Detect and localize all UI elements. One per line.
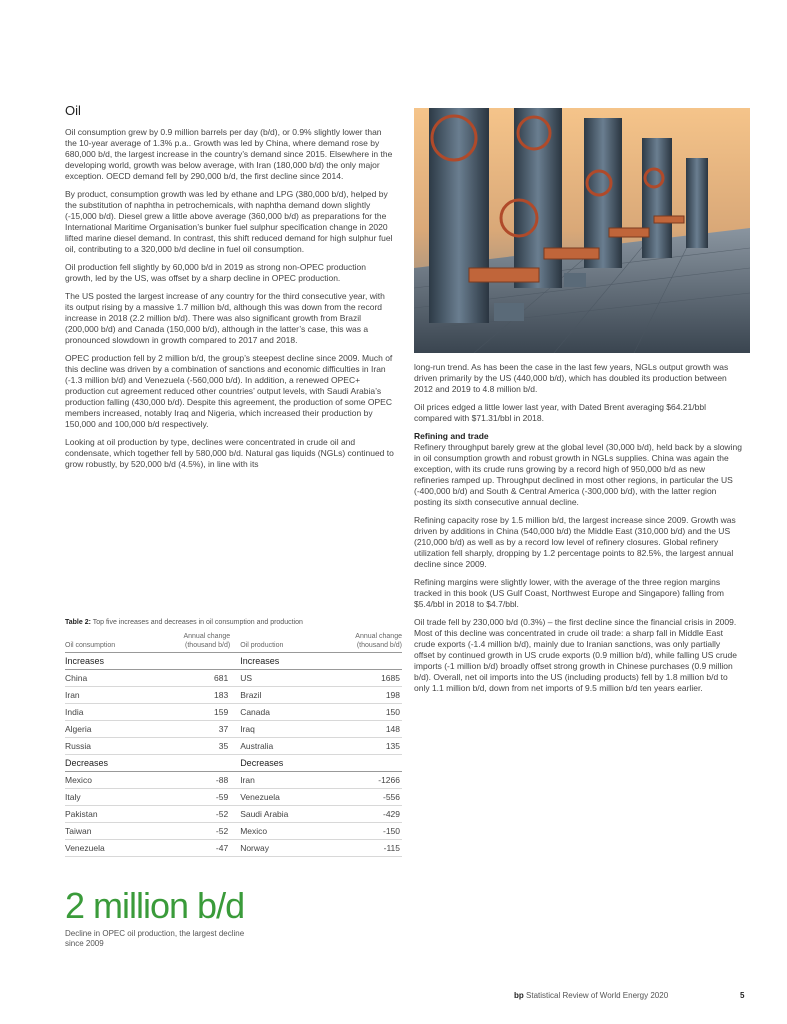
production-country: Venezuela bbox=[240, 789, 322, 806]
oil-change-table bbox=[65, 619, 402, 857]
section-heading: Oil bbox=[65, 103, 81, 118]
consumption-change: 183 bbox=[151, 687, 231, 704]
production-change: 198 bbox=[322, 687, 402, 704]
key-stat-value: 2 million b/d bbox=[65, 885, 245, 926]
header-consumption-change: Annual change (thousand b/d) bbox=[151, 632, 231, 653]
production-change: -1266 bbox=[322, 772, 402, 789]
consumption-change: -47 bbox=[151, 840, 231, 857]
section-label: Increases bbox=[240, 653, 322, 670]
table-row bbox=[65, 823, 402, 840]
table-section-row bbox=[65, 653, 402, 670]
consumption-change: 681 bbox=[151, 670, 231, 687]
table-row bbox=[65, 806, 402, 823]
consumption-country: Venezuela bbox=[65, 840, 151, 857]
production-country: Mexico bbox=[240, 823, 322, 840]
paragraph: Oil prices edged a little lower last year, with Dated Brent averaging $64.21/bbl compared with $71.31/bbl in 2018. bbox=[414, 402, 706, 423]
paragraph: The US posted the largest increase of any country for the third consecutive year, with its output rising by a massive 1.7 million b/d, although this was down from the record increase in 2018 (2.2 million b/d). There was also significant growth from Brazil (200,000 b/d) and Canada (150,000 b/d), although in the latter’s case, this was a pronounced slowdown in growth compared to 2017 and 2018. bbox=[65, 291, 385, 345]
table-title bbox=[65, 619, 402, 626]
consumption-change: -59 bbox=[151, 789, 231, 806]
section-label: Decreases bbox=[65, 755, 151, 772]
table-row bbox=[65, 840, 402, 857]
production-change: 148 bbox=[322, 721, 402, 738]
production-change: 135 bbox=[322, 738, 402, 755]
consumption-country: Taiwan bbox=[65, 823, 151, 840]
consumption-country: Russia bbox=[65, 738, 151, 755]
paragraph: By product, consumption growth was led by ethane and LPG (380,000 b/d), helped by the substitution of naphtha in petrochemicals, with naphtha demand down slightly (-15,000 b/d). Diesel grew a little above average (360,000 b/d) as preparations for the International Maritime Organisation’s bunker fuel sulphur specification change in 2020 lifted marine diesel demand. In contrast, this shift reduced demand for high sulphur fuel oil, contributing to a 320,000 b/d decline in fuel oil consumption. bbox=[65, 189, 393, 254]
page-number: 5 bbox=[740, 991, 745, 1000]
production-change: -556 bbox=[322, 789, 402, 806]
paragraph: OPEC production fell by 2 million b/d, the group’s steepest decline since 2009. Much of this decline was driven by a combination of sanctions and economic difficulties in Iran (-1.3 million b/d) and Venezuela (-560,000 b/d). In addition, a renewed OPEC+ production cut agreement reduced other countries’ output levels, with Saudi Arabia’s production falling (430,000 b/d). Despite this agreement, the production of some OPEC members increased, notably Iraq and Nigeria, which increased their production by 150,000 and 100,000 b/d respectively. bbox=[65, 353, 393, 429]
page-footer bbox=[514, 991, 668, 1000]
header-oil-consumption: Oil consumption bbox=[65, 632, 151, 653]
right-column-text bbox=[414, 362, 742, 701]
paragraph: Oil consumption grew by 0.9 million barrels per day (b/d), or 0.9% slightly lower than the 10-year average of 1.3% p.a.. Growth was led by China, where demand rose by 680,000 b/d, the largest increase in the country’s demand since 2015. Elsewhere in the developing world, growth was below average, with Iran (180,000 b/d) the only major exception. OECD demand fell by 290,000 b/d, the first decline since 2014. bbox=[65, 127, 393, 181]
oil-valves-photo bbox=[414, 108, 750, 353]
consumption-change: -52 bbox=[151, 823, 231, 840]
consumption-change: 35 bbox=[151, 738, 231, 755]
consumption-country: Mexico bbox=[65, 772, 151, 789]
consumption-country: China bbox=[65, 670, 151, 687]
paragraph: Refining margins were slightly lower, with the average of the three region margins tracked in this book (US Gulf Coast, Northwest Europe and Singapore) falling from $5.4/bbl in 2018 to $4.7/bbl. bbox=[414, 577, 724, 609]
consumption-change: 159 bbox=[151, 704, 231, 721]
footer-title: Statistical Review of World Energy 2020 bbox=[523, 991, 669, 1000]
table-title-text: Top five increases and decreases in oil consumption and production bbox=[90, 619, 303, 626]
consumption-change: -52 bbox=[151, 806, 231, 823]
paragraph: long-run trend. As has been the case in the last few years, NGLs output growth was driven primarily by the US (440,000 b/d), which has doubled its production between 2012 and 2019 to 4.8 million b/d. bbox=[414, 362, 729, 394]
paragraph: Oil trade fell by 230,000 b/d (0.3%) – the first decline since the financial crisis in 2009. Most of this decline was concentrated in crude oil trade: a sharp fall in Middle East crude exports (-1.4 million b/d), mainly due to Iranian sanctions, was only partially offset by continued growth in US crude exports (0.9 million b/d), while falling US crude imports (-1 million b/d) broadly offset strong growth in Chinese purchases (0.9 million b/d). Overall, net oil imports into the US (including products) fell by 1.8 million b/d to only 1.1 million b/d, down from net imports of 9.5 million b/d ten years earlier. bbox=[414, 617, 738, 693]
consumption-country: Iran bbox=[65, 687, 151, 704]
paragraph: Refining capacity rose by 1.5 million b/d, the largest increase since 2009. Growth was driven by additions in China (540,000 b/d) the Middle East (310,000 b/d) and the US (210,000 b/d) as well as by a record low level of refinery closures. Global refinery utilization fell sharply, dropping by 1.2 percentage points to 82.5%, the largest annual decline since 2009. bbox=[414, 515, 736, 569]
paragraph: Looking at oil production by type, declines were concentrated in crude oil and condensate, which together fell by 580,000 b/d. Natural gas liquids (NGLs) continued to grow robustly, by 520,000 b/d (4.5%), in line with its bbox=[65, 437, 394, 469]
header-oil-production: Oil production bbox=[240, 632, 322, 653]
consumption-country: Algeria bbox=[65, 721, 151, 738]
production-change: -429 bbox=[322, 806, 402, 823]
production-change: -115 bbox=[322, 840, 402, 857]
production-change: 1685 bbox=[322, 670, 402, 687]
footer-brand: bp bbox=[514, 991, 524, 1000]
table-row bbox=[65, 704, 402, 721]
production-change: -150 bbox=[322, 823, 402, 840]
production-country: Iran bbox=[240, 772, 322, 789]
production-country: US bbox=[240, 670, 322, 687]
table-row bbox=[65, 687, 402, 704]
consumption-country: India bbox=[65, 704, 151, 721]
production-country: Iraq bbox=[240, 721, 322, 738]
left-column-text bbox=[65, 127, 395, 477]
section-label: Increases bbox=[65, 653, 151, 670]
table-section-row bbox=[65, 755, 402, 772]
consumption-change: -88 bbox=[151, 772, 231, 789]
table-row bbox=[65, 670, 402, 687]
header-production-change: Annual change (thousand b/d) bbox=[322, 632, 402, 653]
consumption-change: 37 bbox=[151, 721, 231, 738]
refining-subheading: Refining and trade bbox=[414, 431, 489, 441]
production-country: Australia bbox=[240, 738, 322, 755]
consumption-country: Italy bbox=[65, 789, 151, 806]
table-row bbox=[65, 789, 402, 806]
consumption-country: Pakistan bbox=[65, 806, 151, 823]
production-country: Saudi Arabia bbox=[240, 806, 322, 823]
table-title-label: Table 2: bbox=[65, 619, 91, 626]
table-row bbox=[65, 721, 402, 738]
key-stat-caption: Decline in OPEC oil production, the largest decline since 2009 bbox=[65, 929, 245, 948]
production-country: Canada bbox=[240, 704, 322, 721]
production-country: Norway bbox=[240, 840, 322, 857]
production-country: Brazil bbox=[240, 687, 322, 704]
paragraph: Oil production fell slightly by 60,000 b/d in 2019 as strong non-OPEC production growth, led by the US, was offset by a sharp decline in OPEC production. bbox=[65, 262, 366, 283]
table-row bbox=[65, 738, 402, 755]
section-label: Decreases bbox=[240, 755, 322, 772]
production-change: 150 bbox=[322, 704, 402, 721]
table-row bbox=[65, 772, 402, 789]
paragraph: Refinery throughput barely grew at the global level (30,000 b/d), held back by a slowing in oil consumption growth and robust growth in NGLs supplies. China was again the exception, with its crude runs growing by a record high of 950,000 b/d as new refineries ramped up. Throughput declined in most other regions, in particular the US (-400,000 b/d) and South & Central America (-300,000 b/d), with the latter region posting its sixth consecutive annual decline. bbox=[414, 442, 742, 507]
